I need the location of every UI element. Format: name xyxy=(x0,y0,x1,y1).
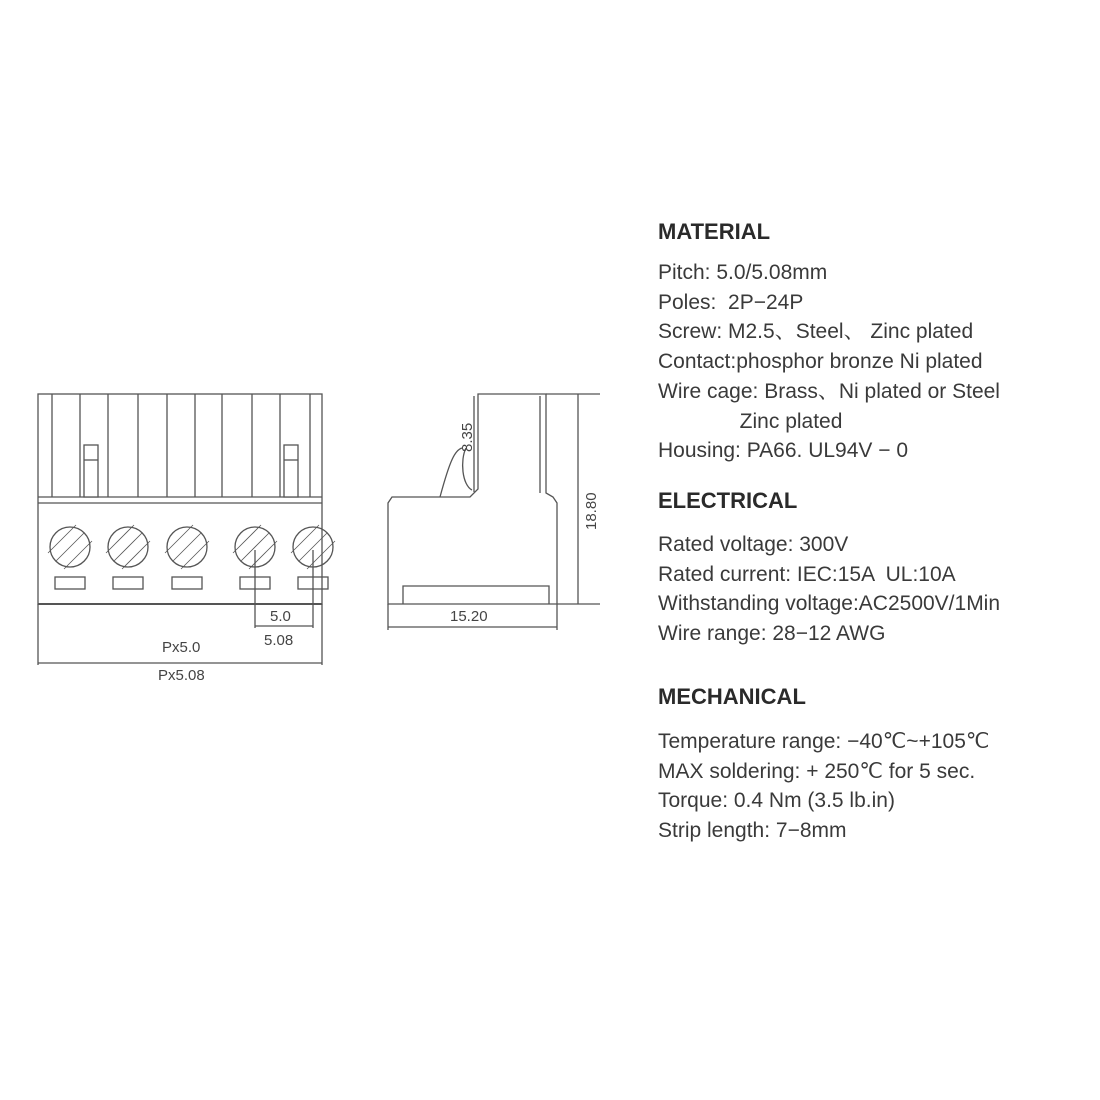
electrical-heading: ELECTRICAL xyxy=(658,488,798,513)
hatch-line xyxy=(114,533,142,561)
height-dim: 18.80 xyxy=(583,492,600,530)
spec-line: Rated current: IEC:15A UL:10A xyxy=(658,562,956,586)
spec-line: Wire cage: Brass、Ni plated or Steel xyxy=(658,379,1000,403)
front-view xyxy=(38,394,335,684)
spec-line: Rated voltage: 300V xyxy=(658,533,849,556)
width-dim: 15.20 xyxy=(450,608,488,625)
spec-line: MAX soldering: + 250℃ for 5 sec. xyxy=(658,759,976,783)
spec-line: Withstanding voltage:AC2500V/1Min xyxy=(658,592,1001,615)
wire-slot xyxy=(55,577,85,589)
spec-line: Housing: PA66. UL94V − 0 xyxy=(658,439,909,463)
mechanical-heading: MECHANICAL xyxy=(658,684,806,709)
wire-slot xyxy=(113,577,143,589)
total-dim-a: Px5.0 xyxy=(162,639,201,656)
side-view xyxy=(388,394,600,630)
pitch-dim-a: 5.0 xyxy=(270,608,291,625)
hatch-line xyxy=(56,533,84,561)
hatch-line xyxy=(173,533,201,561)
spec-line: Pitch: 5.0/5.08mm xyxy=(658,261,828,284)
total-dim-b: Px5.08 xyxy=(158,667,205,684)
spec-line: Wire range: 28−12 AWG xyxy=(658,621,886,645)
material-heading: MATERIAL xyxy=(658,219,771,244)
spec-line: Torque: 0.4 Nm (3.5 lb.in) xyxy=(658,789,895,812)
top-height-dim: 8.35 xyxy=(459,422,476,452)
spec-line: Poles: 2P−24P xyxy=(658,290,804,314)
spec-line: Contact:phosphor bronze Ni plated xyxy=(658,350,983,374)
spec-line: Temperature range: −40℃~+105℃ xyxy=(658,730,990,753)
wire-slot xyxy=(172,577,202,589)
spec-line: Screw: M2.5、Steel、 Zinc plated xyxy=(658,320,974,344)
spec-line: Zinc plated xyxy=(658,409,843,433)
pitch-dim-b: 5.08 xyxy=(264,632,294,649)
spec-line: Strip length: 7−8mm xyxy=(658,818,847,842)
